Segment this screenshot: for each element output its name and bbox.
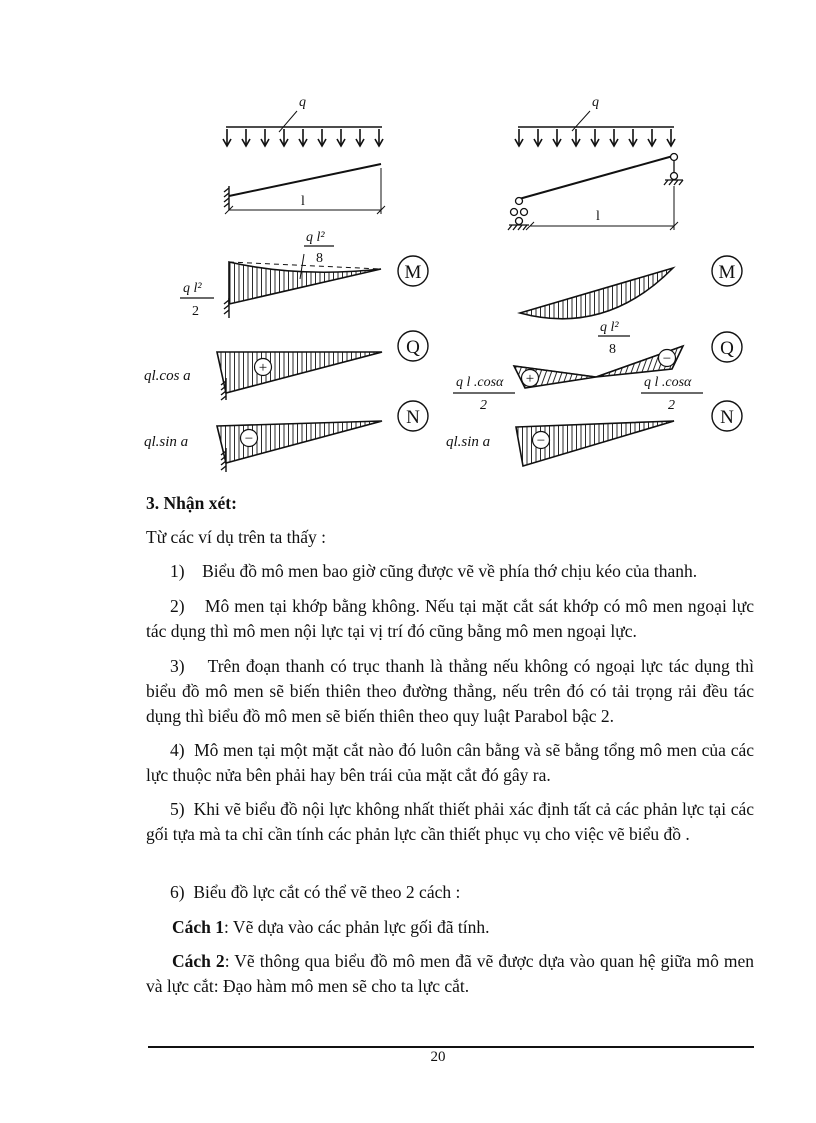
remark-number: 1) [170, 561, 185, 581]
right-shear-right-den: 2 [668, 398, 675, 413]
method-1 [146, 915, 754, 940]
left-moment-badge [398, 256, 428, 286]
left-beam [229, 164, 381, 196]
left-beam-scheme [223, 95, 385, 214]
section-intro: Từ các ví dụ trên ta thấy : [146, 527, 327, 547]
right-span-dimension [526, 186, 678, 230]
right-moment-num: q l² [600, 320, 619, 335]
remark-text: Khi vẽ biểu đồ nội lực không nhất thiết phải xác định tất cả các phản lực tại các gối tựa mà ta chỉ cần tính các phản lực cần thiết phục vụ cho việc vẽ biểu đồ . [146, 799, 754, 844]
method-2-label: Cách 2 [172, 951, 225, 971]
left-moment-mid-den: 8 [316, 251, 323, 266]
left-shear-label: ql.cos a [144, 368, 191, 384]
remark-text: Mô men tại một mặt cắt nào đó luôn cân bằng và sẽ bằng tổng mô men của các lực thuộc nửa bên phải hay bên trái của mặt cắt đó gây ra. [146, 740, 754, 785]
remark-item [146, 880, 754, 905]
left-moment-max-den: 2 [192, 304, 199, 319]
left-shear-badge [398, 331, 428, 361]
remark-text: Biểu đồ lực cắt có thể vẽ theo 2 cách : [193, 882, 461, 902]
remark-item [146, 654, 754, 729]
section-heading: 3. Nhận xét: [146, 493, 237, 513]
left-axial-minus-sign: − [244, 431, 254, 447]
right-shear-left-num: q l .cosα [456, 375, 504, 390]
remark-item [146, 594, 754, 644]
left-shear-diagram [217, 352, 382, 400]
remark-item [146, 738, 754, 788]
left-axial-label: ql.sin a [144, 434, 189, 450]
right-distributed-load [515, 111, 675, 146]
svg-text:M: M [404, 262, 422, 283]
method-1-text: : Vẽ dựa vào các phản lực gối đã tính. [224, 917, 490, 937]
right-moment-diagram [520, 268, 673, 319]
right-axial-minus-sign: − [536, 433, 546, 449]
remark-text: Biểu đồ mô men bao giờ cũng được vẽ về phía thớ chịu kéo của thanh. [202, 561, 698, 581]
page-number: 20 [430, 1049, 446, 1065]
remark-number: 5) [170, 799, 185, 819]
svg-text:N: N [720, 407, 734, 428]
right-shear-left-den: 2 [480, 398, 487, 413]
remark-number: 4) [170, 740, 185, 760]
remark-text: Trên đoạn thanh có trục thanh là thẳng nếu không có ngoại lực tác dụng thì biểu đồ mô men sẽ biến thiên theo đường thẳng, nếu trên đó có tải trọng rải đều tác dụng thì biểu đồ mô men sẽ biến thiên theo quy luật Parabol bậc 2. [146, 656, 755, 726]
method-2-text: : Vẽ thông qua biểu đồ mô men đã vẽ được dựa vào quan hệ giữa mô men và lực cắt: Đạo hàm mô men sẽ cho ta lực cắt. [146, 951, 755, 996]
method-1-label: Cách 1 [172, 917, 225, 937]
remark-text: Mô men tại khớp bằng không. Nếu tại mặt cắt sát khớp có mô men ngoại lực tác dụng thì mô men nội lực tại vị trí đó cũng bằng mô men ngoại lực. [146, 596, 755, 641]
right-span-label: l [596, 209, 600, 224]
footer-rule [148, 1046, 754, 1048]
left-span-label: l [301, 194, 305, 209]
right-shear-minus-sign: − [662, 351, 672, 367]
left-shear-plus-sign: + [258, 360, 268, 376]
right-beam-scheme [508, 95, 683, 230]
remark-number: 2) [170, 596, 185, 616]
right-load-label: q [592, 95, 599, 110]
left-fixed-support-icon [224, 186, 229, 210]
right-pin-support-icon [508, 198, 529, 231]
remark-number: 3) [170, 656, 185, 676]
svg-text:N: N [406, 407, 420, 428]
right-beam [519, 156, 673, 199]
method-2 [146, 949, 754, 999]
remark-number: 6) [170, 882, 185, 902]
left-moment-mid-num: q l² [306, 230, 325, 245]
left-axial-badge [398, 401, 428, 431]
left-axial-diagram [217, 421, 382, 472]
left-moment-diagram [224, 254, 381, 318]
remark-item [146, 559, 754, 584]
right-moment-den: 8 [609, 342, 616, 357]
right-axial-diagram [516, 421, 674, 466]
svg-text:Q: Q [406, 337, 420, 358]
internal-force-diagrams [0, 0, 816, 480]
remark-item [146, 797, 754, 847]
svg-text:M: M [718, 262, 736, 283]
left-load-label: q [299, 95, 306, 110]
left-distributed-load [223, 111, 383, 146]
right-shear-badge [712, 332, 742, 362]
left-moment-max-num: q l² [183, 281, 202, 296]
right-axial-badge [712, 401, 742, 431]
right-axial-label: ql.sin a [446, 434, 491, 450]
right-moment-badge [712, 256, 742, 286]
right-shear-right-num: q l .cosα [644, 375, 692, 390]
svg-text:Q: Q [720, 338, 734, 359]
right-shear-plus-sign: + [525, 371, 535, 387]
